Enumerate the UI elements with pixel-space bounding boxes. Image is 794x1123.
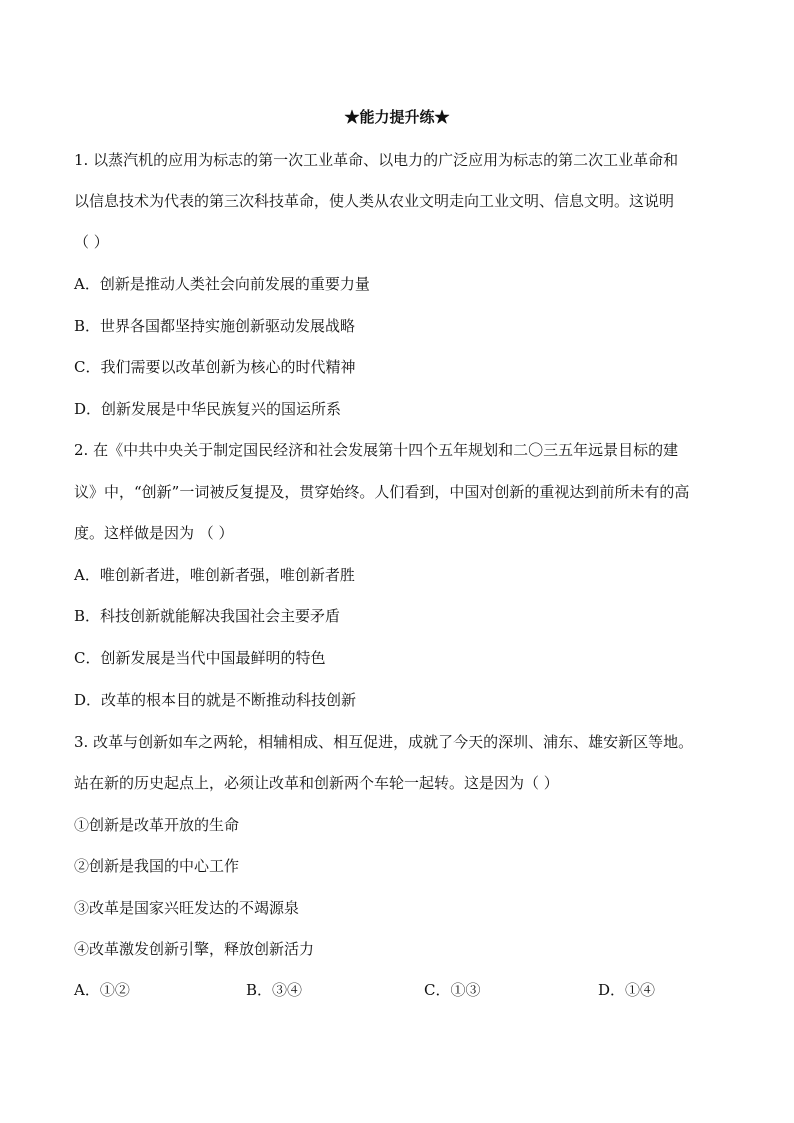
q1-option-b: B．世界各国都坚持实施创新驱动发展战略	[74, 317, 356, 335]
q3-statement-2: ②创新是我国的中心工作	[74, 857, 240, 875]
q3-statement-3: ③改革是国家兴旺发达的不竭源泉	[74, 899, 300, 917]
q3-option-b: B．③④	[246, 981, 303, 999]
q2-option-b: B．科技创新就能解决我国社会主要矛盾	[74, 607, 341, 625]
q2-stem-line3: 度。这样做是因为 （ ）	[74, 524, 234, 542]
q3-statement-1: ①创新是改革开放的生命	[74, 816, 240, 834]
q1-stem-line2: 以信息技术为代表的第三次科技革命，使人类从农业文明走向工业文明、信息文明。这说明	[74, 192, 675, 210]
q1-option-c: C．我们需要以改革创新为核心的时代精神	[74, 358, 356, 376]
q1-stem-line3: （ ）	[74, 233, 109, 251]
q1-option-d: D．创新发展是中华民族复兴的国运所系	[74, 400, 342, 418]
q3-option-a: A．①②	[74, 981, 130, 999]
q3-stem-line2: 站在新的历史起点上，必须让改革和创新两个车轮一起转。这是因为（ ）	[74, 774, 559, 792]
q3-stem-line1: 3. 改革与创新如车之两轮，相辅相成、相互促进，成就了今天的深圳、浦东、雄安新区等地。	[74, 733, 694, 751]
q3-option-c: C．①③	[424, 981, 481, 999]
q3-statement-4: ④改革激发创新引擎，释放创新活力	[74, 940, 315, 958]
q1-option-a: A．创新是推动人类社会向前发展的重要力量	[74, 275, 370, 293]
q2-option-a: A．唯创新者进，唯创新者强，唯创新者胜	[74, 566, 355, 584]
section-title: ★能力提升练★	[344, 108, 450, 126]
q3-options-row	[74, 980, 714, 1000]
q2-option-d: D．改革的根本目的就是不断推动科技创新	[74, 691, 357, 709]
q2-stem-line1: 2. 在《中共中央关于制定国民经济和社会发展第十四个五年规划和二〇三五年远景目标的建	[74, 441, 679, 459]
q3-option-d: D．①④	[598, 981, 656, 999]
q2-stem-line2: 议》中，“创新”一词被反复提及，贯穿始终。人们看到，中国对创新的重视达到前所未有的高	[74, 483, 690, 501]
q2-option-c: C．创新发展是当代中国最鲜明的特色	[74, 649, 326, 667]
q1-stem-line1: 1. 以蒸汽机的应用为标志的第一次工业革命、以电力的广泛应用为标志的第二次工业革命和	[74, 151, 679, 169]
